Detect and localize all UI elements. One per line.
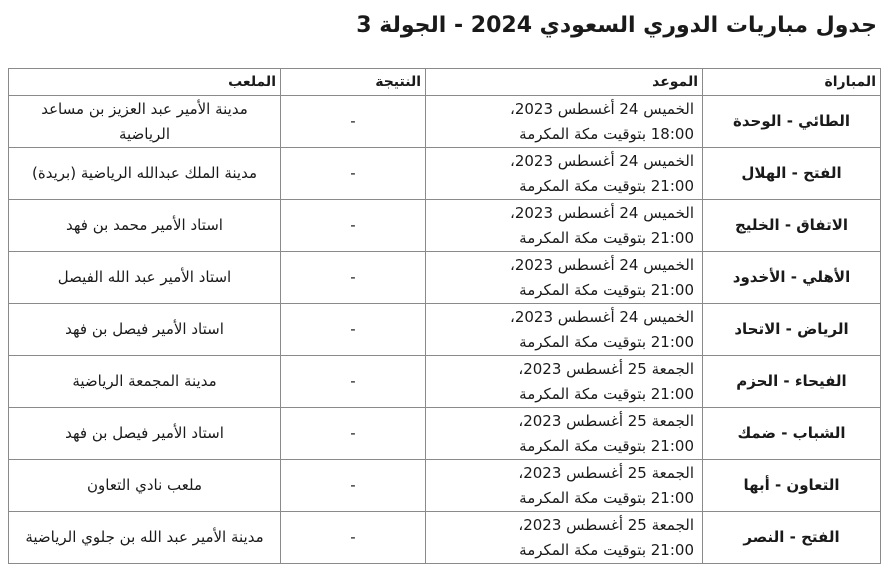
- table-row: [9, 304, 881, 356]
- match-cell: الاتفاق - الخليج: [703, 200, 881, 252]
- datetime-cell: [426, 252, 703, 304]
- header-match: المباراة: [703, 69, 881, 96]
- table-row: [9, 252, 881, 304]
- datetime-cell: [426, 356, 703, 408]
- match-cell: الرياض - الاتحاد: [703, 304, 881, 356]
- result-cell: -: [281, 96, 426, 148]
- time-line: 21:00 بتوقيت مكة المكرمة: [519, 436, 694, 455]
- date-line: الجمعة 25 أغسطس 2023،: [518, 359, 694, 378]
- result-cell: -: [281, 356, 426, 408]
- result-cell: -: [281, 252, 426, 304]
- page-title: جدول مباريات الدوري السعودي 2024 - الجولة 3: [356, 13, 877, 38]
- date-line: الجمعة 25 أغسطس 2023،: [518, 463, 694, 482]
- result-cell: -: [281, 148, 426, 200]
- time-line: 21:00 بتوقيت مكة المكرمة: [519, 332, 694, 351]
- match-cell: الشباب - ضمك: [703, 408, 881, 460]
- stadium-cell: استاد الأمير فيصل بن فهد: [9, 304, 281, 356]
- table-row: [9, 200, 881, 252]
- stadium-cell: مدينة المجمعة الرياضية: [9, 356, 281, 408]
- date-line: الجمعة 25 أغسطس 2023،: [518, 411, 694, 430]
- datetime-cell: [426, 304, 703, 356]
- table-row: [9, 512, 881, 564]
- result-cell: -: [281, 200, 426, 252]
- header-stadium: الملعب: [9, 69, 281, 96]
- match-cell: الأهلي - الأخدود: [703, 252, 881, 304]
- time-line: 21:00 بتوقيت مكة المكرمة: [519, 488, 694, 507]
- match-cell: التعاون - أبها: [703, 460, 881, 512]
- stadium-cell: مدينة الأمير عبد العزيز بن مساعد الرياضية: [9, 96, 281, 148]
- header-row: [9, 69, 881, 96]
- match-cell: الفيحاء - الحزم: [703, 356, 881, 408]
- header-result: النتيجة: [281, 69, 426, 96]
- stadium-cell: مدينة الأمير عبد الله بن جلوي الرياضية: [9, 512, 281, 564]
- fixtures-table: [8, 68, 881, 564]
- time-line: 21:00 بتوقيت مكة المكرمة: [519, 384, 694, 403]
- date-line: الخميس 24 أغسطس 2023،: [510, 307, 694, 326]
- table-row: [9, 356, 881, 408]
- date-line: الخميس 24 أغسطس 2023،: [510, 203, 694, 222]
- time-line: 21:00 بتوقيت مكة المكرمة: [519, 540, 694, 559]
- match-cell: الطائي - الوحدة: [703, 96, 881, 148]
- date-line: الخميس 24 أغسطس 2023،: [510, 99, 694, 118]
- header-date: الموعد: [426, 69, 703, 96]
- datetime-cell: [426, 148, 703, 200]
- table-row: [9, 96, 881, 148]
- stadium-cell: استاد الأمير عبد الله الفيصل: [9, 252, 281, 304]
- result-cell: -: [281, 512, 426, 564]
- result-cell: -: [281, 408, 426, 460]
- time-line: 18:00 بتوقيت مكة المكرمة: [519, 124, 694, 143]
- table-row: [9, 408, 881, 460]
- stadium-cell: استاد الأمير فيصل بن فهد: [9, 408, 281, 460]
- datetime-cell: [426, 460, 703, 512]
- date-line: الخميس 24 أغسطس 2023،: [510, 151, 694, 170]
- date-line: الجمعة 25 أغسطس 2023،: [518, 515, 694, 534]
- stadium-cell: ملعب نادي التعاون: [9, 460, 281, 512]
- datetime-cell: [426, 200, 703, 252]
- time-line: 21:00 بتوقيت مكة المكرمة: [519, 228, 694, 247]
- datetime-cell: [426, 408, 703, 460]
- table-row: [9, 460, 881, 512]
- stadium-cell: مدينة الملك عبدالله الرياضية (بريدة): [9, 148, 281, 200]
- time-line: 21:00 بتوقيت مكة المكرمة: [519, 280, 694, 299]
- date-line: الخميس 24 أغسطس 2023،: [510, 255, 694, 274]
- datetime-cell: [426, 512, 703, 564]
- table-row: [9, 148, 881, 200]
- time-line: 21:00 بتوقيت مكة المكرمة: [519, 176, 694, 195]
- result-cell: -: [281, 460, 426, 512]
- result-cell: -: [281, 304, 426, 356]
- match-cell: الفتح - النصر: [703, 512, 881, 564]
- datetime-cell: [426, 96, 703, 148]
- match-cell: الفتح - الهلال: [703, 148, 881, 200]
- stadium-cell: استاد الأمير محمد بن فهد: [9, 200, 281, 252]
